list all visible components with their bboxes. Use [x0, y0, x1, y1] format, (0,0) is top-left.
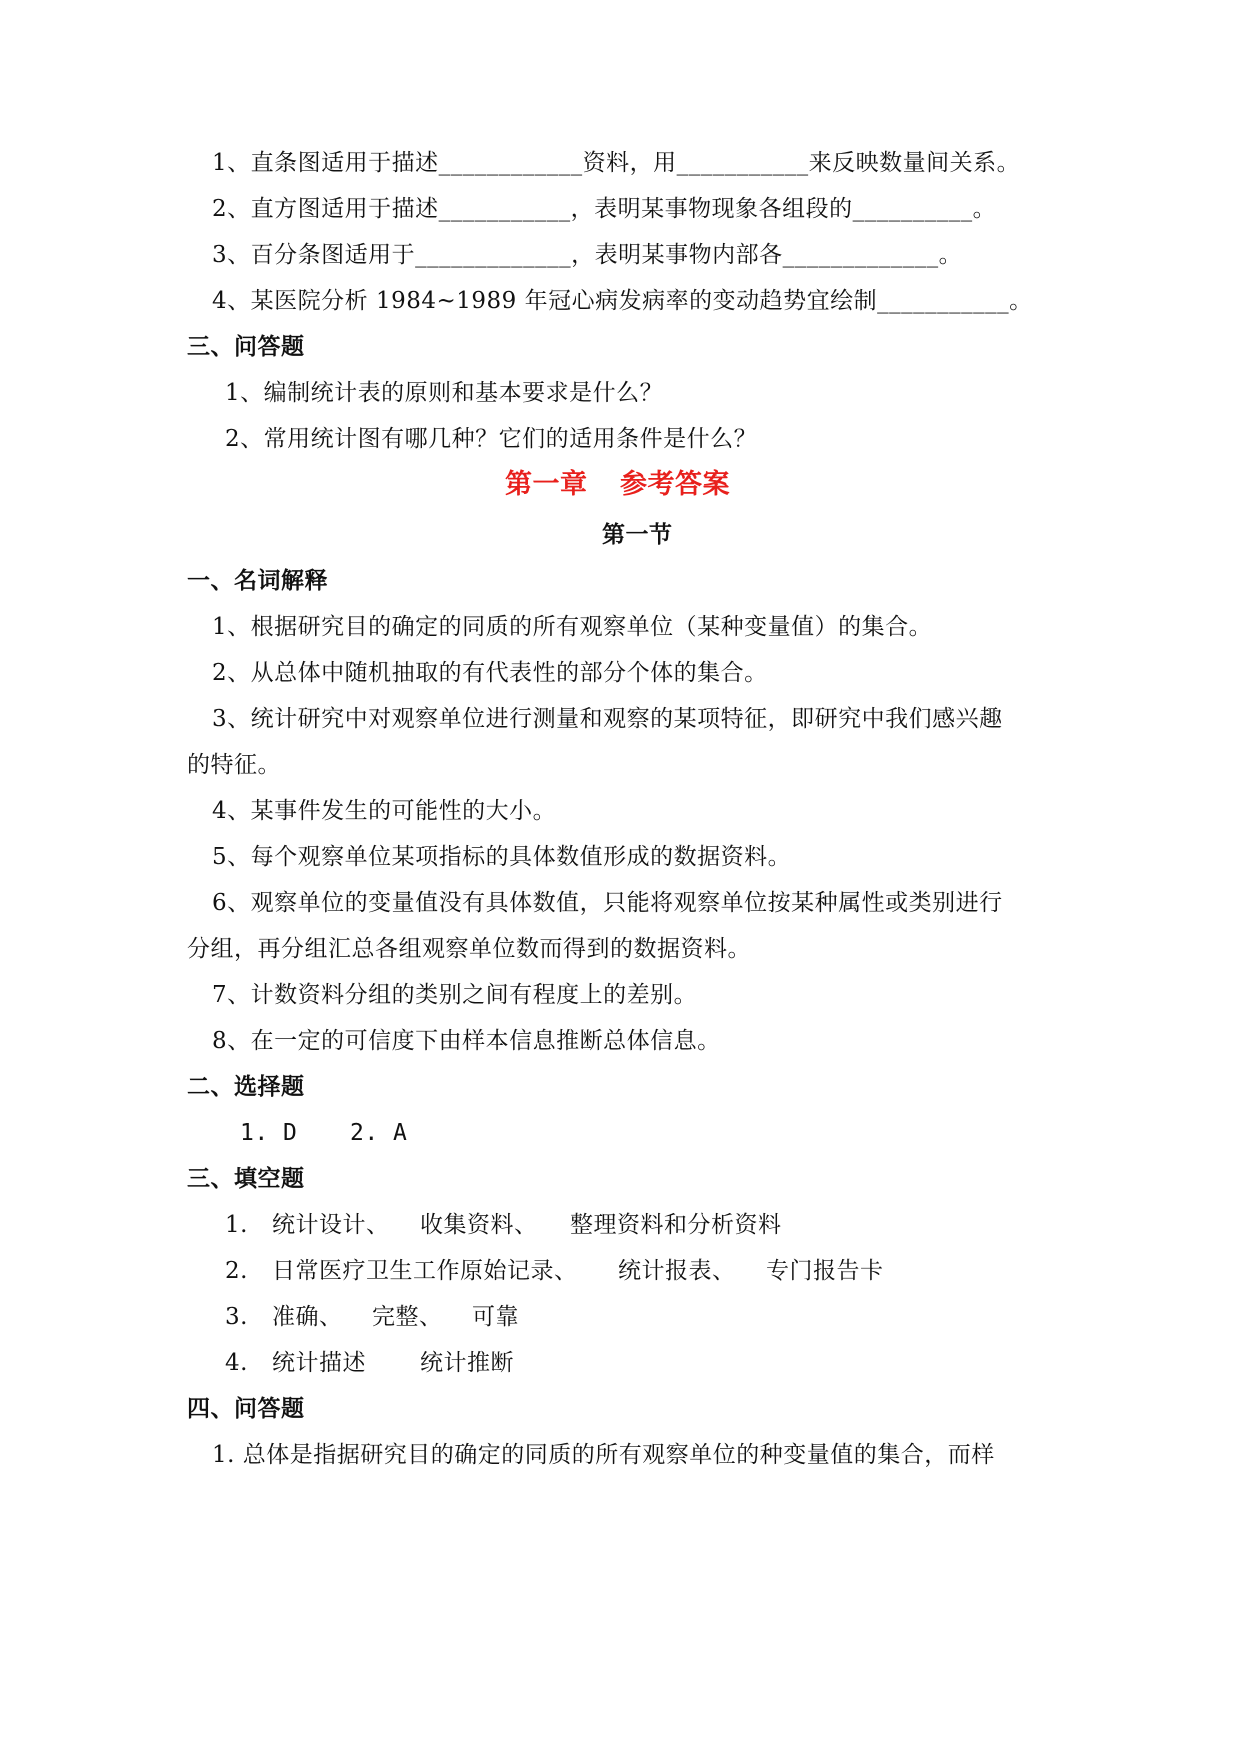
section-title: 第一节	[602, 522, 673, 548]
qa-answer-heading: 四、问答题	[187, 1396, 305, 1422]
qa-question-1: 1、编制统计表的原则和基本要求是什么？	[225, 380, 664, 406]
fill-answer-1-item-1: 统计设计、	[272, 1212, 390, 1238]
fill-answer-4-item-1: 统计描述	[272, 1350, 366, 1376]
fill-answer-1-item-3: 整理资料和分析资料	[570, 1212, 782, 1238]
qa-answer-1: 1. 总体是指据研究目的确定的同质的所有观察单位的种变量值的集合，而样	[212, 1442, 995, 1468]
choice-answer-2: 2. A	[350, 1120, 408, 1146]
fill-answer-3-item-1: 准确、	[272, 1304, 343, 1330]
fill-answer-3-num: 3.	[225, 1304, 248, 1330]
term-answer-4: 4、某事件发生的可能性的大小。	[212, 798, 557, 824]
fill-answer-1-num: 1.	[225, 1212, 248, 1238]
term-answer-3-cont: 的特征。	[187, 752, 281, 778]
fill-answer-3-item-2: 完整、	[372, 1304, 443, 1330]
choice-answer-1: 1. D	[240, 1120, 298, 1146]
chapter-title-right: 参考答案	[620, 469, 730, 500]
fill-answer-3-item-3: 可靠	[472, 1304, 519, 1330]
fill-answer-2-num: 2.	[225, 1258, 248, 1284]
fill-answer-1-item-2: 收集资料、	[420, 1212, 538, 1238]
fill-answer-4-item-2: 统计推断	[420, 1350, 514, 1376]
fill-heading: 三、填空题	[187, 1166, 305, 1192]
term-answer-6-cont: 分组，再分组汇总各组观察单位数而得到的数据资料。	[187, 936, 751, 962]
terms-heading: 一、名词解释	[187, 568, 328, 594]
fill-question-3: 3、百分条图适用于_____________，表明某事物内部各_____________。	[212, 242, 963, 268]
fill-answer-4-num: 4.	[225, 1350, 248, 1376]
term-answer-3: 3、统计研究中对观察单位进行测量和观察的某项特征，即研究中我们感兴趣	[212, 706, 1003, 732]
term-answer-2: 2、从总体中随机抽取的有代表性的部分个体的集合。	[212, 660, 768, 686]
term-answer-6: 6、观察单位的变量值没有具体数值，只能将观察单位按某种属性或类别进行	[212, 890, 1003, 916]
term-answer-1: 1、根据研究目的确定的同质的所有观察单位（某种变量值）的集合。	[212, 614, 933, 640]
chapter-title-left: 第一章	[505, 469, 588, 500]
fill-question-1: 1、直条图适用于描述____________资料，用___________来反映数量间关系。	[212, 150, 1021, 176]
fill-question-4: 4、某医院分析 1984~1989 年冠心病发病率的变动趋势宜绘制___________。	[212, 288, 1033, 314]
fill-question-2: 2、直方图适用于描述___________，表明某事物现象各组段的__________。	[212, 196, 997, 222]
fill-answer-2-item-3: 专门报告卡	[766, 1258, 884, 1284]
qa-question-2: 2、常用统计图有哪几种？它们的适用条件是什么？	[225, 426, 758, 452]
choice-heading: 二、选择题	[187, 1074, 305, 1100]
fill-answer-2-item-1: 日常医疗卫生工作原始记录、	[272, 1258, 578, 1284]
qa-heading: 三、问答题	[187, 334, 305, 360]
term-answer-5: 5、每个观察单位某项指标的具体数值形成的数据资料。	[212, 844, 792, 870]
fill-answer-2-item-2: 统计报表、	[618, 1258, 736, 1284]
term-answer-7: 7、计数资料分组的类别之间有程度上的差别。	[212, 982, 698, 1008]
term-answer-8: 8、在一定的可信度下由样本信息推断总体信息。	[212, 1028, 721, 1054]
